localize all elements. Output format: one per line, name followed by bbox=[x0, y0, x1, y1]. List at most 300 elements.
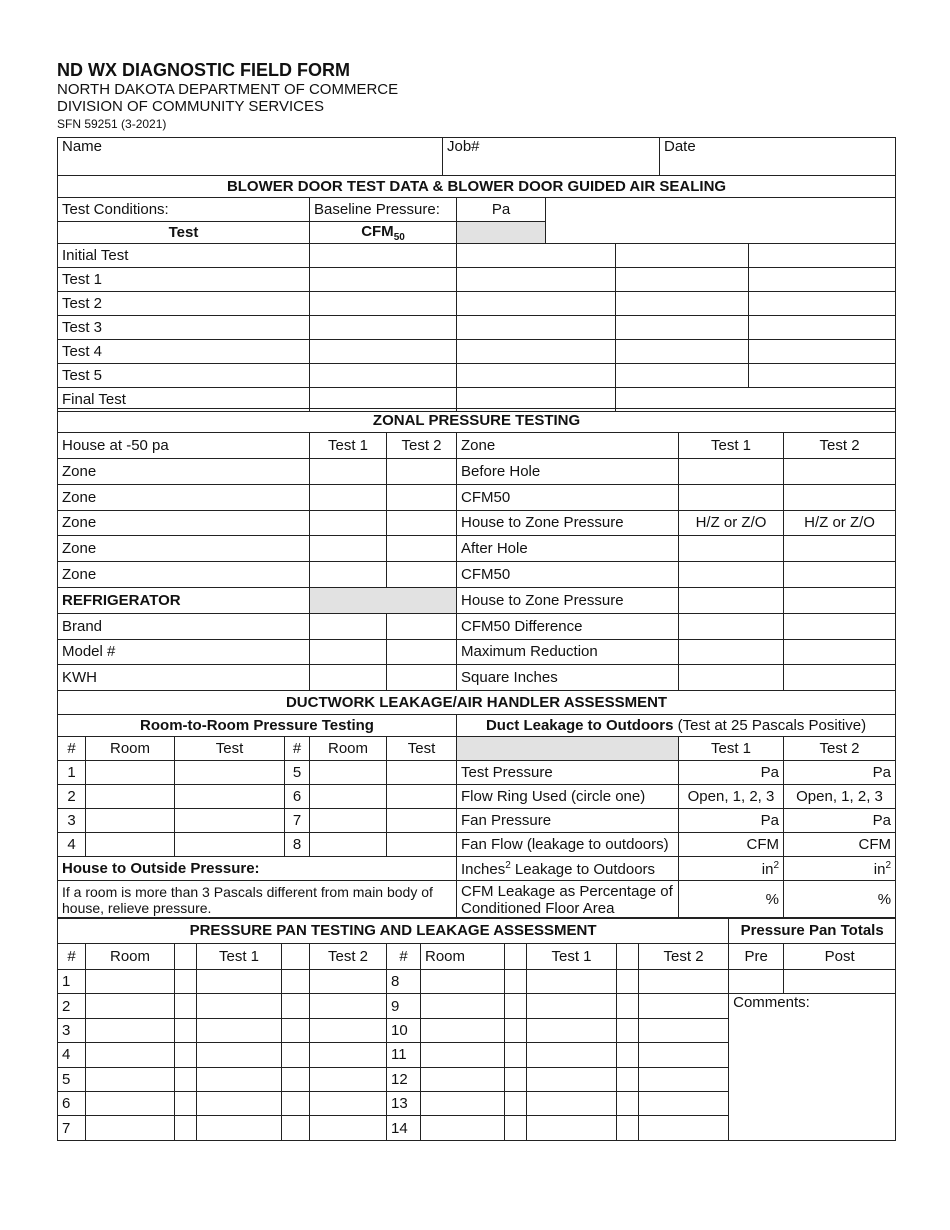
inches-test1-field[interactable] bbox=[679, 857, 784, 881]
room-field[interactable] bbox=[86, 1067, 175, 1091]
zone-test2-field[interactable] bbox=[387, 536, 457, 562]
test2-field[interactable] bbox=[639, 1067, 729, 1091]
room-field[interactable] bbox=[421, 1116, 505, 1140]
leak-test1-field[interactable]: Pa bbox=[679, 761, 784, 785]
blower-door-heading: BLOWER DOOR TEST DATA & BLOWER DOOR GUIDED AIR SEALING bbox=[58, 176, 896, 198]
note-field[interactable] bbox=[457, 340, 616, 364]
measure-test2-field[interactable] bbox=[784, 484, 896, 510]
measure-test1-field[interactable] bbox=[679, 484, 784, 510]
blower-row-label: Test 4 bbox=[58, 340, 310, 364]
test-field[interactable] bbox=[175, 785, 285, 809]
comments-field[interactable]: Comments: bbox=[729, 994, 896, 1140]
hash-header: # bbox=[58, 944, 86, 970]
note-field[interactable] bbox=[749, 268, 896, 292]
refrigerator-label: REFRIGERATOR bbox=[58, 587, 310, 613]
test1-header: Test 1 bbox=[197, 944, 282, 970]
duct-table bbox=[57, 690, 896, 919]
test1-field[interactable] bbox=[527, 1043, 617, 1067]
test1-field[interactable] bbox=[197, 970, 282, 994]
spacer-cell bbox=[282, 994, 310, 1018]
test2-field[interactable] bbox=[310, 994, 387, 1018]
spacer-cell bbox=[505, 1067, 527, 1091]
spacer-cell bbox=[175, 970, 197, 994]
spacer-cell bbox=[282, 1091, 310, 1115]
pan-row bbox=[58, 994, 896, 1018]
blower-row-label: Test 3 bbox=[58, 316, 310, 340]
cfm50-field[interactable] bbox=[310, 292, 457, 316]
row-number: 8 bbox=[285, 833, 310, 857]
test1-field[interactable] bbox=[527, 1018, 617, 1042]
measure-test2-field[interactable] bbox=[784, 613, 896, 639]
room-header-2: Room bbox=[421, 944, 505, 970]
room-field[interactable] bbox=[310, 761, 387, 785]
measure-test1-field[interactable] bbox=[679, 536, 784, 562]
room-field[interactable] bbox=[421, 994, 505, 1018]
zone-test1-field[interactable] bbox=[310, 484, 387, 510]
pressure-pan-totals-heading: Pressure Pan Totals bbox=[729, 918, 896, 944]
room-header-2: Room bbox=[310, 737, 387, 761]
date-label: Date bbox=[664, 138, 696, 155]
spacer-cell bbox=[175, 1018, 197, 1042]
test1-field[interactable] bbox=[197, 994, 282, 1018]
zone-test2-field[interactable] bbox=[387, 665, 457, 691]
note-field[interactable] bbox=[616, 244, 749, 268]
measure-test2-field[interactable] bbox=[784, 459, 896, 485]
duct-row bbox=[58, 809, 896, 833]
cfm50-field[interactable] bbox=[310, 340, 457, 364]
test-field[interactable] bbox=[175, 833, 285, 857]
test-header-2: Test bbox=[387, 737, 457, 761]
room-header: Room bbox=[86, 737, 175, 761]
zone-test1-header: Test 1 bbox=[679, 433, 784, 459]
leak-test1-field[interactable]: Pa bbox=[679, 809, 784, 833]
row-number: 8 bbox=[387, 970, 421, 994]
room-field[interactable] bbox=[310, 809, 387, 833]
zone-test1-field[interactable] bbox=[310, 613, 387, 639]
leak-test2-header: Test 2 bbox=[784, 737, 896, 761]
zonal-row bbox=[58, 639, 896, 665]
row-number: 4 bbox=[58, 1043, 86, 1067]
spacer-cell bbox=[175, 994, 197, 1018]
note-field[interactable] bbox=[616, 364, 749, 388]
room-field[interactable] bbox=[310, 785, 387, 809]
zone-label: Zone bbox=[58, 536, 310, 562]
zone-label: Zone bbox=[58, 562, 310, 588]
zonal-test2-header: Test 2 bbox=[387, 433, 457, 459]
row-number: 1 bbox=[58, 970, 86, 994]
measure-test1-field[interactable] bbox=[679, 562, 784, 588]
model-label: Model # bbox=[58, 639, 310, 665]
test1-field[interactable] bbox=[197, 1043, 282, 1067]
row-number: 9 bbox=[387, 994, 421, 1018]
relieve-pressure-note: If a room is more than 3 Pascals different from main body of house, relieve pressure. bbox=[58, 881, 457, 919]
spacer-cell bbox=[505, 1043, 527, 1067]
blower-row bbox=[58, 292, 896, 316]
test2-field[interactable] bbox=[639, 1018, 729, 1042]
zonal-row bbox=[58, 562, 896, 588]
note-field[interactable] bbox=[616, 292, 749, 316]
pct-unit: % bbox=[765, 891, 779, 908]
note-field[interactable] bbox=[749, 316, 896, 340]
duct-row bbox=[58, 833, 896, 857]
division-name: DIVISION OF COMMUNITY SERVICES bbox=[57, 98, 324, 115]
shaded-cell bbox=[457, 222, 546, 244]
shaded-cell bbox=[310, 587, 457, 613]
spacer-cell bbox=[617, 1091, 639, 1115]
room-field[interactable] bbox=[86, 970, 175, 994]
test2-field[interactable] bbox=[310, 1043, 387, 1067]
row-number: 13 bbox=[387, 1091, 421, 1115]
col-cfm50-header bbox=[310, 222, 457, 244]
blower-row bbox=[58, 316, 896, 340]
in2-unit: in bbox=[873, 860, 886, 878]
zone-test2-field[interactable] bbox=[387, 562, 457, 588]
in2-sup: 2 bbox=[773, 859, 779, 871]
test2-field[interactable] bbox=[310, 1067, 387, 1091]
duct-row bbox=[58, 785, 896, 809]
name-label: Name bbox=[62, 138, 103, 155]
measure-test2-field[interactable] bbox=[784, 562, 896, 588]
date-field[interactable] bbox=[660, 138, 896, 176]
zonal-test1-header: Test 1 bbox=[310, 433, 387, 459]
row-number: 11 bbox=[387, 1043, 421, 1067]
spacer-cell bbox=[505, 970, 527, 994]
test1-field[interactable] bbox=[197, 1018, 282, 1042]
leakage-measure-label: Fan Flow (leakage to outdoors) bbox=[457, 833, 679, 857]
zonal-heading: ZONAL PRESSURE TESTING bbox=[58, 409, 896, 433]
spacer-cell bbox=[282, 1067, 310, 1091]
measure-test2-field[interactable] bbox=[784, 587, 896, 613]
row-number: 1 bbox=[58, 761, 86, 785]
note-field[interactable] bbox=[749, 292, 896, 316]
room-header: Room bbox=[86, 944, 175, 970]
leak-test2-field[interactable]: CFM bbox=[784, 833, 896, 857]
note-field[interactable] bbox=[457, 244, 616, 268]
cfm50-field[interactable] bbox=[310, 268, 457, 292]
cfm50-field[interactable] bbox=[310, 316, 457, 340]
zonal-row bbox=[58, 587, 896, 613]
form-number: SFN 59251 (3-2021) bbox=[57, 117, 167, 131]
zonal-measure-label: Before Hole bbox=[457, 459, 679, 485]
hash-header-2: # bbox=[387, 944, 421, 970]
room-field[interactable] bbox=[86, 1091, 175, 1115]
room-field[interactable] bbox=[86, 833, 175, 857]
leak-test1-field[interactable]: CFM bbox=[679, 833, 784, 857]
zonal-table bbox=[57, 408, 896, 691]
measure-test1-field[interactable] bbox=[679, 587, 784, 613]
room-field[interactable] bbox=[86, 1116, 175, 1140]
test2-field[interactable] bbox=[639, 1043, 729, 1067]
blower-row bbox=[58, 268, 896, 292]
duct-row bbox=[58, 761, 896, 785]
test2-field[interactable] bbox=[310, 1091, 387, 1115]
zonal-row bbox=[58, 665, 896, 691]
row-number: 12 bbox=[387, 1067, 421, 1091]
spacer-cell bbox=[505, 1091, 527, 1115]
spacer-cell bbox=[505, 1018, 527, 1042]
zonal-measure-label: House to Zone Pressure bbox=[457, 510, 679, 536]
baseline-pa-field[interactable] bbox=[457, 198, 546, 222]
row-number: 10 bbox=[387, 1018, 421, 1042]
test-field[interactable] bbox=[387, 833, 457, 857]
spacer-cell bbox=[282, 1116, 310, 1140]
row-number: 7 bbox=[58, 1116, 86, 1140]
room-field[interactable] bbox=[421, 1018, 505, 1042]
leak-test2-field[interactable]: Pa bbox=[784, 809, 896, 833]
test2-field[interactable] bbox=[310, 1018, 387, 1042]
room-to-room-heading: Room-to-Room Pressure Testing bbox=[58, 715, 457, 737]
room-field[interactable] bbox=[86, 785, 175, 809]
inches-leakage-label bbox=[457, 857, 679, 881]
spacer-cell bbox=[505, 994, 527, 1018]
test1-field[interactable] bbox=[197, 1067, 282, 1091]
spacer-cell bbox=[617, 970, 639, 994]
pa-unit: Pa bbox=[491, 201, 511, 218]
measure-test2-field[interactable] bbox=[784, 536, 896, 562]
test2-field[interactable] bbox=[639, 1116, 729, 1140]
spacer-cell bbox=[617, 1067, 639, 1091]
row-number: 3 bbox=[58, 1018, 86, 1042]
spacer-cell bbox=[282, 1043, 310, 1067]
measure-test2-field[interactable] bbox=[784, 639, 896, 665]
inches-sup: 2 bbox=[505, 859, 511, 871]
blower-row-label: Final Test bbox=[58, 388, 310, 412]
name-field[interactable] bbox=[58, 138, 443, 176]
leakage-measure-label: Fan Pressure bbox=[457, 809, 679, 833]
spacer-cell bbox=[617, 1116, 639, 1140]
inches-post: Leakage to Outdoors bbox=[510, 860, 656, 878]
house-outside-pressure-label: House to Outside Pressure: bbox=[58, 857, 457, 881]
room-field[interactable] bbox=[421, 1043, 505, 1067]
room-field[interactable] bbox=[86, 994, 175, 1018]
note-field[interactable] bbox=[749, 364, 896, 388]
test1-field[interactable] bbox=[197, 1091, 282, 1115]
zone-label: Zone bbox=[58, 510, 310, 536]
zone-test2-field[interactable] bbox=[387, 639, 457, 665]
room-field[interactable] bbox=[421, 1067, 505, 1091]
duct-leakage-note: (Test at 25 Pascals Positive) bbox=[673, 717, 867, 734]
note-field[interactable] bbox=[457, 292, 616, 316]
duct-heading: DUCTWORK LEAKAGE/AIR HANDLER ASSESSMENT bbox=[58, 691, 896, 715]
zone-test1-field[interactable] bbox=[310, 459, 387, 485]
brand-label: Brand bbox=[58, 613, 310, 639]
leak-test1-field[interactable]: Open, 1, 2, 3 bbox=[679, 785, 784, 809]
hash-header: # bbox=[58, 737, 86, 761]
spacer-cell bbox=[617, 1018, 639, 1042]
pan-row bbox=[58, 970, 896, 994]
spacer-cell bbox=[175, 1043, 197, 1067]
cfm50-field[interactable] bbox=[310, 364, 457, 388]
room-field[interactable] bbox=[86, 761, 175, 785]
test1-field[interactable] bbox=[527, 970, 617, 994]
pressure-pan-table bbox=[57, 917, 896, 1141]
zonal-measure-label: CFM50 bbox=[457, 484, 679, 510]
test2-field[interactable] bbox=[310, 970, 387, 994]
measure-test2-field[interactable] bbox=[784, 665, 896, 691]
spacer-cell bbox=[175, 1091, 197, 1115]
row-number: 3 bbox=[58, 809, 86, 833]
note-field[interactable] bbox=[616, 268, 749, 292]
zone-test1-field[interactable] bbox=[310, 562, 387, 588]
test1-field[interactable] bbox=[527, 1067, 617, 1091]
note-field[interactable] bbox=[616, 316, 749, 340]
test1-field[interactable] bbox=[197, 1116, 282, 1140]
kwh-label: KWH bbox=[58, 665, 310, 691]
spacer-cell bbox=[617, 994, 639, 1018]
zone-test1-field[interactable] bbox=[310, 536, 387, 562]
test-field[interactable] bbox=[175, 761, 285, 785]
inches-test2-field[interactable] bbox=[784, 857, 896, 881]
leakage-measure-label: Test Pressure bbox=[457, 761, 679, 785]
department-name: NORTH DAKOTA DEPARTMENT OF COMMERCE bbox=[57, 81, 399, 98]
note-field[interactable] bbox=[457, 268, 616, 292]
zone-test2-header: Test 2 bbox=[784, 433, 896, 459]
hz-test2-field[interactable]: H/Z or Z/O bbox=[784, 510, 896, 536]
room-field[interactable] bbox=[421, 1091, 505, 1115]
in2-sup: 2 bbox=[885, 859, 892, 871]
test-field[interactable] bbox=[387, 809, 457, 833]
row-number: 7 bbox=[285, 809, 310, 833]
test2-field[interactable] bbox=[639, 994, 729, 1018]
row-number: 5 bbox=[285, 761, 310, 785]
room-field[interactable] bbox=[310, 833, 387, 857]
blower-row bbox=[58, 364, 896, 388]
test-header: Test bbox=[175, 737, 285, 761]
measure-test1-field[interactable] bbox=[679, 665, 784, 691]
shaded-cell bbox=[457, 737, 679, 761]
baseline-pressure-label: Baseline Pressure: bbox=[310, 198, 457, 222]
zonal-measure-label: Square Inches bbox=[457, 665, 679, 691]
note-field[interactable] bbox=[457, 364, 616, 388]
row-number: 2 bbox=[58, 785, 86, 809]
identity-table bbox=[57, 137, 896, 176]
zone-header: Zone bbox=[457, 433, 679, 459]
col-test-header: Test bbox=[58, 222, 310, 244]
test-field[interactable] bbox=[175, 809, 285, 833]
spacer-cell bbox=[175, 1067, 197, 1091]
blower-row-label: Test 5 bbox=[58, 364, 310, 388]
test2-field[interactable] bbox=[639, 1091, 729, 1115]
zonal-row bbox=[58, 613, 896, 639]
zonal-row bbox=[58, 536, 896, 562]
hash-header-2: # bbox=[285, 737, 310, 761]
zone-test1-field[interactable] bbox=[310, 639, 387, 665]
blower-notes-area-cont bbox=[546, 222, 896, 244]
pct-unit: % bbox=[877, 891, 892, 908]
row-number: 6 bbox=[58, 1091, 86, 1115]
blower-door-table bbox=[57, 175, 896, 412]
blower-row bbox=[58, 340, 896, 364]
pct-test1-field[interactable] bbox=[679, 881, 784, 919]
zonal-measure-label: After Hole bbox=[457, 536, 679, 562]
blower-row-label: Initial Test bbox=[58, 244, 310, 268]
leak-test2-field[interactable]: Open, 1, 2, 3 bbox=[784, 785, 896, 809]
spacer-cell bbox=[505, 1116, 527, 1140]
row-number: 6 bbox=[285, 785, 310, 809]
room-field[interactable] bbox=[421, 970, 505, 994]
house-at-50-label: House at -50 pa bbox=[58, 433, 310, 459]
blower-row-label: Test 2 bbox=[58, 292, 310, 316]
blower-notes-area[interactable] bbox=[546, 198, 896, 222]
zonal-measure-label: Maximum Reduction bbox=[457, 639, 679, 665]
leakage-measure-label: Flow Ring Used (circle one) bbox=[457, 785, 679, 809]
zonal-measure-label: CFM50 bbox=[457, 562, 679, 588]
room-field[interactable] bbox=[86, 1018, 175, 1042]
note-field[interactable] bbox=[749, 340, 896, 364]
zone-test2-field[interactable] bbox=[387, 459, 457, 485]
cfm-percentage-label: CFM Leakage as Percentage of Conditioned Floor Area bbox=[457, 881, 679, 919]
test2-field[interactable] bbox=[639, 970, 729, 994]
leak-test1-header: Test 1 bbox=[679, 737, 784, 761]
pct-test2-field[interactable] bbox=[784, 881, 896, 919]
form-title: ND WX DIAGNOSTIC FIELD FORM bbox=[57, 60, 350, 80]
job-label: Job# bbox=[447, 138, 480, 155]
duct-leakage-heading bbox=[457, 715, 896, 737]
zone-label: Zone bbox=[58, 484, 310, 510]
leak-test2-field[interactable]: Pa bbox=[784, 761, 896, 785]
test2-header-2: Test 2 bbox=[639, 944, 729, 970]
note-field[interactable] bbox=[749, 244, 896, 268]
test2-field[interactable] bbox=[310, 1116, 387, 1140]
test1-field[interactable] bbox=[527, 994, 617, 1018]
inches-text: Inches bbox=[461, 860, 506, 878]
pressure-pan-heading: PRESSURE PAN TESTING AND LEAKAGE ASSESSMENT bbox=[58, 918, 729, 944]
spacer-cell bbox=[175, 1116, 197, 1140]
in2-unit: in bbox=[761, 860, 774, 878]
pre-total-field[interactable] bbox=[729, 970, 784, 994]
test1-field[interactable] bbox=[527, 1091, 617, 1115]
test1-field[interactable] bbox=[527, 1116, 617, 1140]
spacer-cell bbox=[617, 1043, 639, 1067]
zone-test1-field[interactable] bbox=[310, 665, 387, 691]
post-header: Post bbox=[784, 944, 896, 970]
measure-test1-field[interactable] bbox=[679, 613, 784, 639]
cfm-text: CFM bbox=[361, 222, 394, 240]
hz-test1-field[interactable]: H/Z or Z/O bbox=[679, 510, 784, 536]
zonal-row bbox=[58, 459, 896, 485]
zonal-measure-label: House to Zone Pressure bbox=[457, 587, 679, 613]
zone-test2-field[interactable] bbox=[387, 613, 457, 639]
note-field[interactable] bbox=[457, 316, 616, 340]
measure-test1-field[interactable] bbox=[679, 639, 784, 665]
test2-header: Test 2 bbox=[310, 944, 387, 970]
zone-test1-field[interactable] bbox=[310, 510, 387, 536]
row-number: 5 bbox=[58, 1067, 86, 1091]
duct-leakage-bold: Duct Leakage to Outdoors bbox=[485, 717, 674, 734]
test-field[interactable] bbox=[387, 761, 457, 785]
room-field[interactable] bbox=[86, 1043, 175, 1067]
post-total-field[interactable] bbox=[784, 970, 896, 994]
row-number: 14 bbox=[387, 1116, 421, 1140]
note-field[interactable] bbox=[616, 340, 749, 364]
test-field[interactable] bbox=[387, 785, 457, 809]
measure-test1-field[interactable] bbox=[679, 459, 784, 485]
blower-row bbox=[58, 244, 896, 268]
room-field[interactable] bbox=[86, 809, 175, 833]
spacer-cell bbox=[282, 1018, 310, 1042]
zonal-row bbox=[58, 510, 896, 536]
row-number: 2 bbox=[58, 994, 86, 1018]
row-number: 4 bbox=[58, 833, 86, 857]
cfm-subscript: 50 bbox=[393, 231, 405, 243]
zone-test2-field[interactable] bbox=[387, 510, 457, 536]
zone-test2-field[interactable] bbox=[387, 484, 457, 510]
zonal-row bbox=[58, 484, 896, 510]
job-field[interactable] bbox=[443, 138, 660, 176]
test-conditions-label: Test Conditions: bbox=[58, 198, 310, 222]
cfm50-field[interactable] bbox=[310, 244, 457, 268]
test1-header-2: Test 1 bbox=[527, 944, 617, 970]
